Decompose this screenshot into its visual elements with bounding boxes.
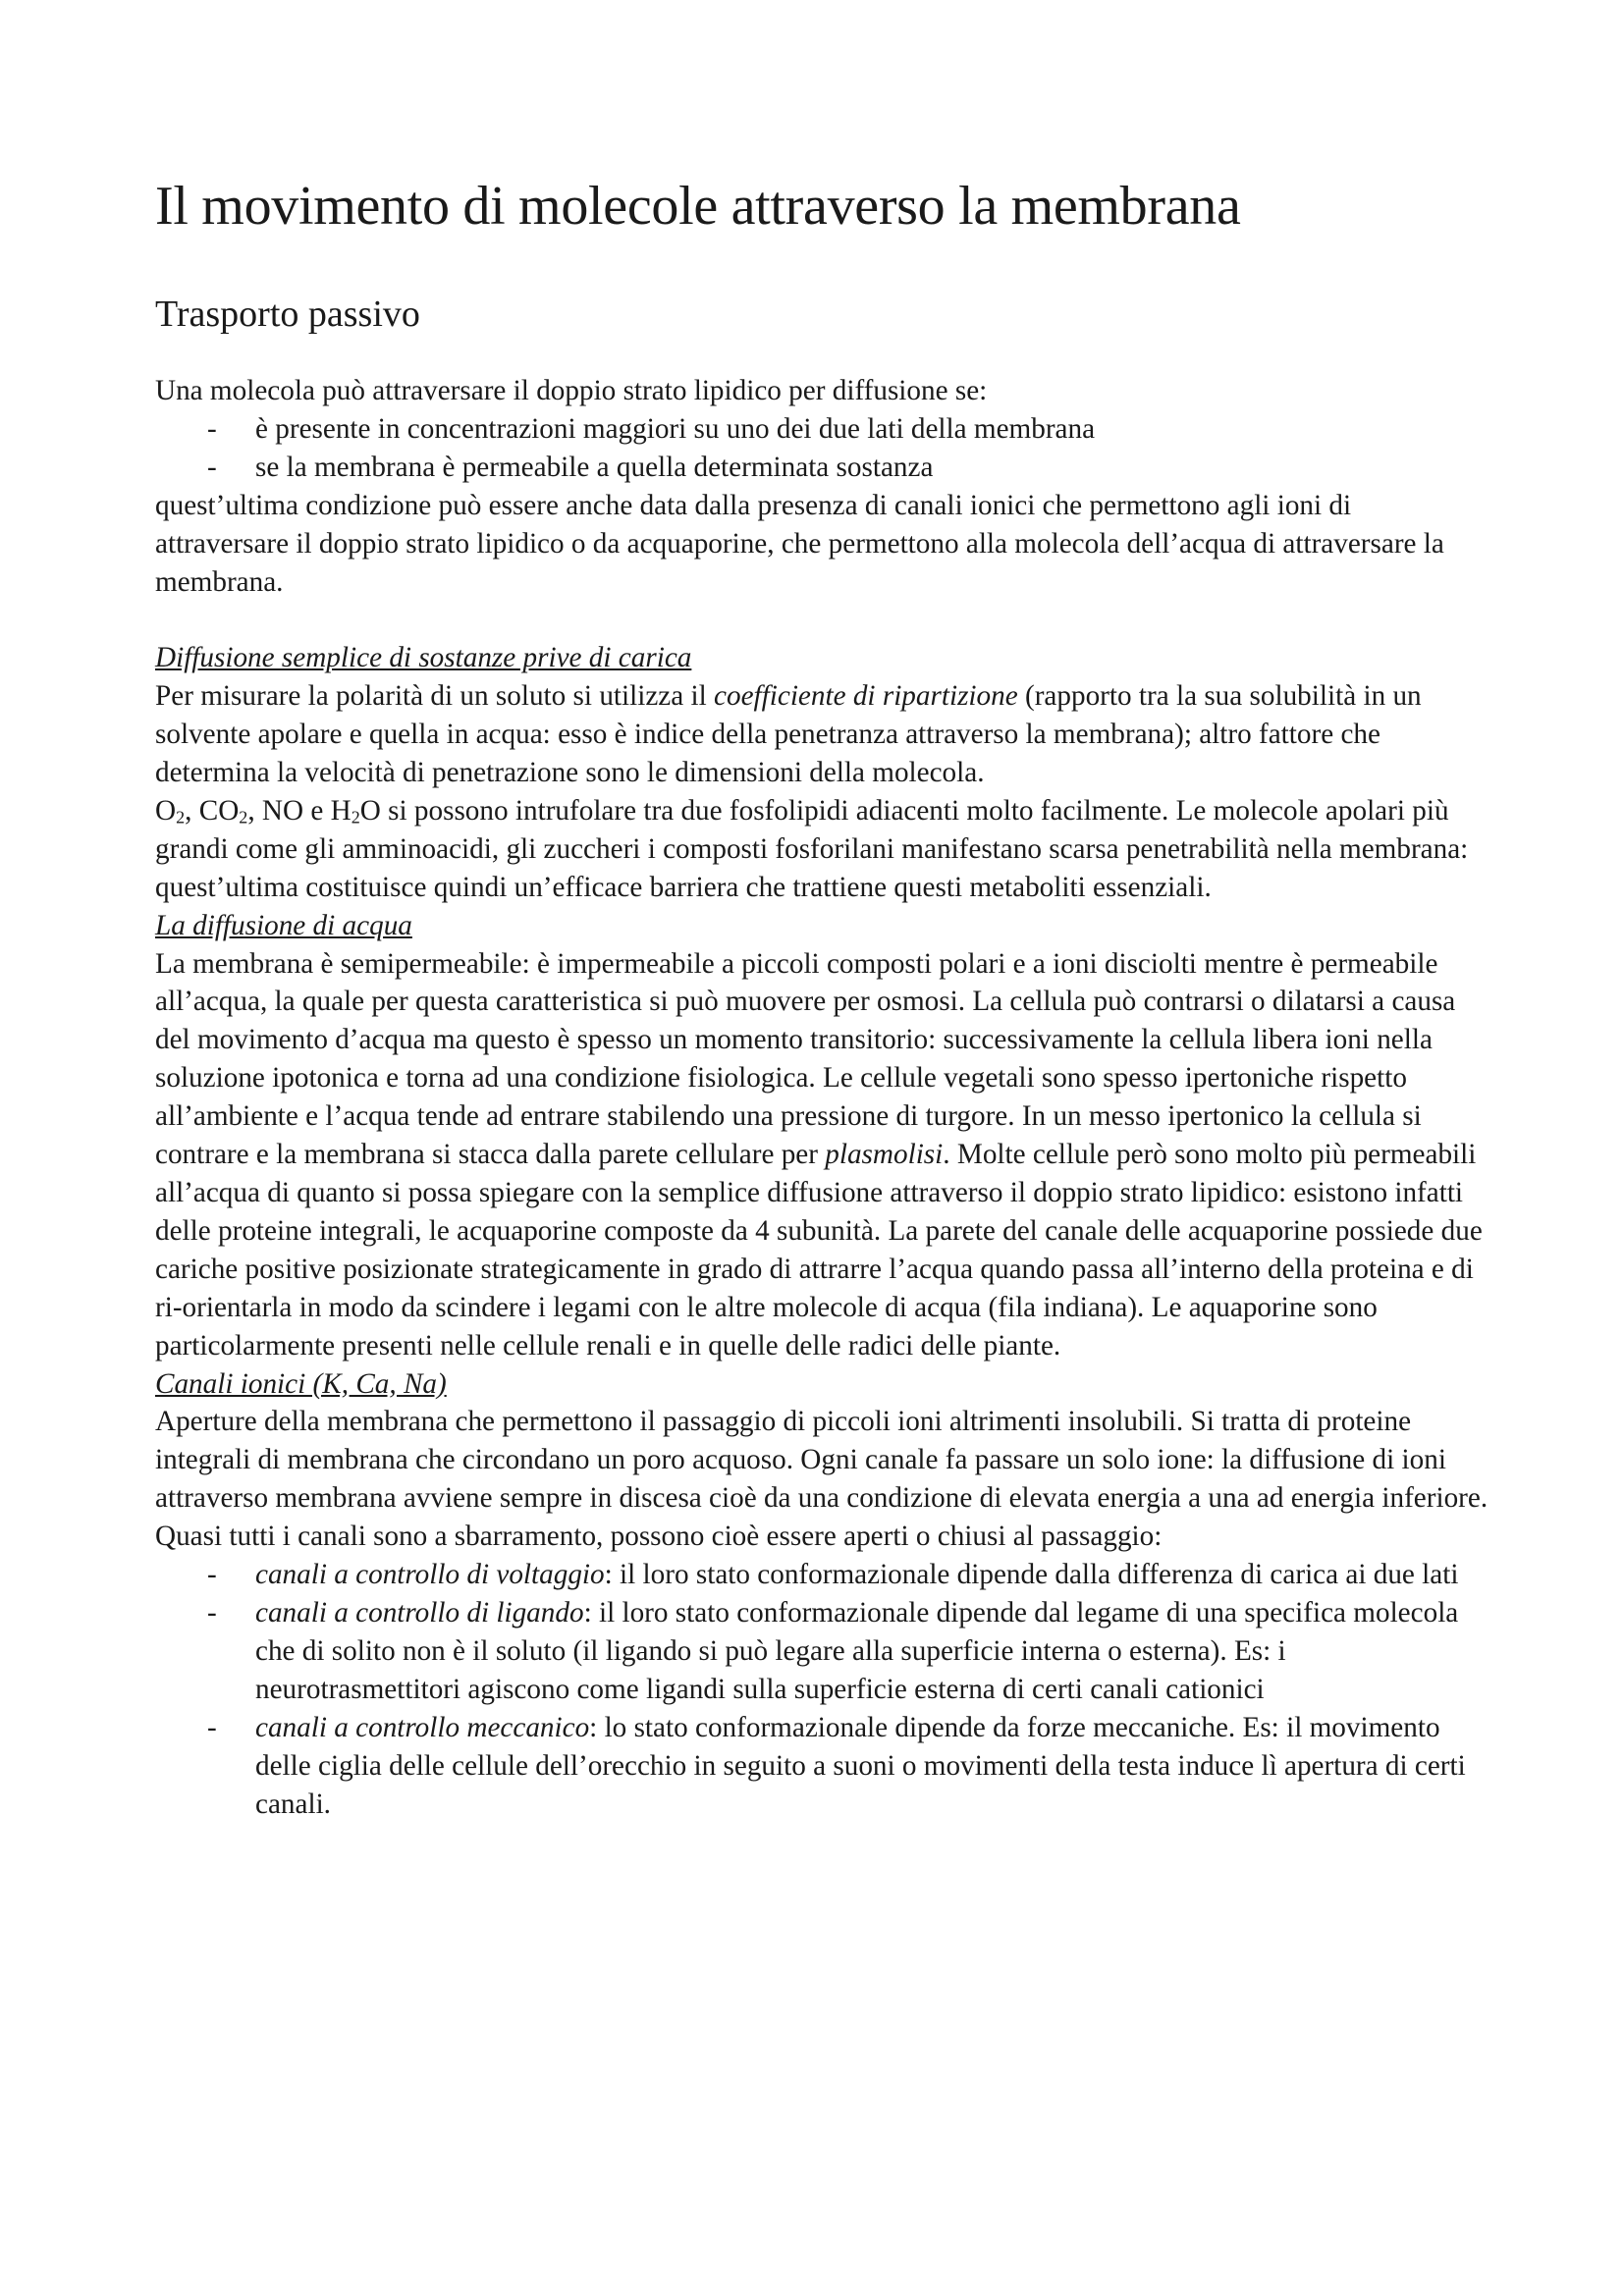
canali-ionici-paragraph: Aperture della membrana che permettono il passaggio di piccoli ioni altrimenti insolubili. Si tratta di proteine integrali di membrana che circondano un poro acquoso. Ogni canale fa passare un solo ione: la diffusione di ioni attraverso membrana avviene sempre in discesa cioè da una condizione di elevata energia a una ad energia inferiore. Quasi tutti i canali sono a sbarramento, possono cioè essere aperti o chiusi al passaggio: <box>155 1406 1488 1553</box>
subscript: 2 <box>351 807 360 828</box>
text-run: : il loro stato conformazionale dipende dalla differenza di carica ai due lati <box>604 1559 1459 1591</box>
list-item <box>155 1594 1490 1709</box>
page-title: Il movimento di molecole attraverso la membrana <box>155 176 1241 237</box>
section-title: Trasporto passivo <box>155 294 420 335</box>
list-item <box>155 1709 1490 1824</box>
term-emphasis: canali a controllo di ligando <box>255 1596 584 1629</box>
diffusione-semplice-paragraph <box>155 677 1490 792</box>
text-run: O si possono intrufolare tra due fosfolipidi adiacenti molto facilmente. Le molecole apolari più grandi come gli amminoacidi, gli zuccheri i composti fosforilani manifestano scarsa penetrabilità nella membrana: quest’ultima costituisce quindi un’efficace barriera che trattiene questi metaboliti essenziali. <box>155 794 1469 903</box>
text-run: : lo stato conformazionale dipende da forze meccaniche. Es: il movimento delle ciglia delle cellule dell’orecchio in seguito a suoni o movimenti della testa induce lì apertura di certi canali. <box>255 1711 1466 1820</box>
text-run: Per misurare la polarità di un soluto si utilizza il <box>155 680 715 713</box>
subscript: 2 <box>176 807 186 828</box>
list-item: - è presente in concentrazioni maggiori su uno dei due lati della membrana <box>155 410 1490 449</box>
canali-list <box>155 1556 1490 1823</box>
intro-list <box>155 410 1490 487</box>
text-run: (rapporto tra la sua solubilità in un solvente apolare e quella in acqua: esso è indice della penetranza attraverso la membrana); altro fattore che determina la velocità di penetrazione sono le dimensioni della molecola. <box>155 680 1422 789</box>
text-run: O <box>155 794 177 827</box>
diffusione-semplice-heading: Diffusione semplice di sostanze prive di carica <box>155 642 692 674</box>
text-run: : il loro stato conformazionale dipende dal legame di una specifica molecola che di solito non è il soluto (il ligando si può legare alla superficie interna o esterna). Es: i neurotrasmettitori agiscono come ligandi sulla superficie esterna di certi canali cationici <box>255 1596 1459 1705</box>
intro-paragraph: quest’ultima condizione può essere anche data dalla presenza di canali ionici che permettono agli ioni di attraversare il doppio strato lipidico o da acquaporine, che permettono alla molecola dell’acqua di attraversare la membrana. <box>155 489 1444 598</box>
term-emphasis: coefficiente di ripartizione <box>714 680 1018 713</box>
text-run: , CO <box>185 794 240 827</box>
text-run: , NO e H <box>247 794 352 827</box>
list-item: - se la membrana è permeabile a quella determinata sostanza <box>155 449 1490 487</box>
canali-ionici-heading: Canali ionici (K, Ca, Na) <box>155 1367 447 1400</box>
intro-lead: Una molecola può attraversare il doppio strato lipidico per diffusione se: <box>155 375 988 406</box>
list-item <box>155 1556 1490 1594</box>
document-body <box>155 372 1490 1823</box>
diffusione-acqua-paragraph <box>155 945 1490 1365</box>
text-run: La membrana è semipermeabile: è impermeabile a piccoli composti polari e a ioni disciolti mentre è permeabile all’acqua, la quale per questa caratteristica si può muovere per osmosi. La cellula può contrarsi o dilatarsi a causa del movimento d’acqua ma questo è spesso un momento transitorio: successivamente la cellula libera ioni nella soluzione ipotonica e torna ad una condizione fisiologica. Le cellule vegetali sono spesso ipertoniche rispetto all’ambiente e l’acqua tende ad entrare stabilendo una pressione di turgore. In un messo ipertonico la cellula si contrare e la membrana si stacca dalla parete cellulare per <box>155 947 1456 1171</box>
subscript: 2 <box>239 807 248 828</box>
term-emphasis: canali a controllo meccanico <box>255 1711 590 1743</box>
term-emphasis: canali a controllo di voltaggio <box>255 1559 605 1591</box>
diffusione-acqua-heading: La diffusione di acqua <box>155 909 412 941</box>
molecole-paragraph <box>155 792 1490 907</box>
text-run: . Molte cellule però sono molto più permeabili all’acqua di quanto si possa spiegare con la semplice diffusione attraverso il doppio strato lipidico: esistono infatti delle proteine integrali, le acquaporine composte da 4 subunità. La parete del canale delle acquaporine possiede due cariche positive posizionate strategicamente in grado di attrarre l’acqua quando passa all’interno della proteina e di ri-orientarla in modo da scindere i legami con le altre molecole di acqua (fila indiana). Le aquaporine sono particolarmente presenti nelle cellule renali e in quelle delle radici delle piante. <box>155 1139 1483 1362</box>
term-emphasis: plasmolisi <box>825 1139 944 1171</box>
blank-line <box>155 601 1490 639</box>
